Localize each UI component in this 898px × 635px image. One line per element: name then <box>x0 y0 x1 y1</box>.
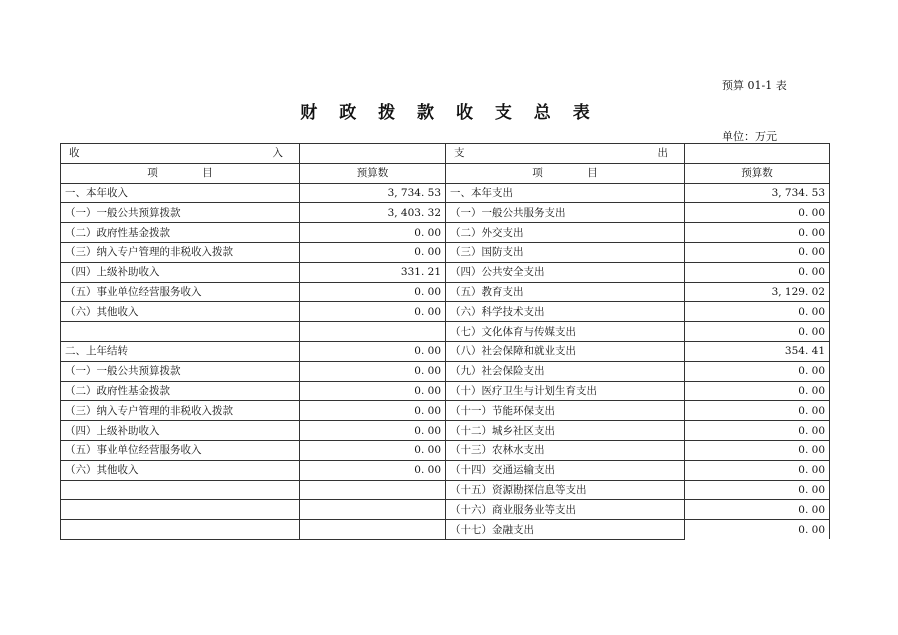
income-item-cell: （五）事业单位经营服务收入 <box>61 282 300 302</box>
expense-value-cell: 0. 00 <box>685 302 830 322</box>
expense-value-cell: 0. 00 <box>685 262 830 282</box>
expense-item-cell: （五）教育支出 <box>446 282 685 302</box>
income-item-header-b: 目 <box>202 167 213 180</box>
table-row <box>61 302 830 322</box>
expense-value-cell: 0. 00 <box>685 381 830 401</box>
expense-value-cell: 0. 00 <box>685 203 830 223</box>
income-value-cell: 0. 00 <box>300 460 446 480</box>
top-header-row <box>61 144 830 164</box>
table-row <box>61 421 830 441</box>
expense-item-cell: （八）社会保障和就业支出 <box>446 341 685 361</box>
income-item-cell: （六）其他收入 <box>61 460 300 480</box>
table-row <box>61 282 830 302</box>
table-row <box>61 440 830 460</box>
income-header <box>61 144 300 164</box>
expense-item-cell: （十一）节能环保支出 <box>446 401 685 421</box>
expense-item-cell: （十六）商业服务业等支出 <box>446 500 685 520</box>
income-value-cell: 0. 00 <box>300 440 446 460</box>
expense-budget-header: 预算数 <box>685 163 830 183</box>
income-item-cell: （一）一般公共预算拨款 <box>61 361 300 381</box>
expense-item-cell: （十三）农林水支出 <box>446 440 685 460</box>
expense-item-cell: （九）社会保险支出 <box>446 361 685 381</box>
income-item-header <box>61 163 300 183</box>
table-row <box>61 460 830 480</box>
income-value-cell: 0. 00 <box>300 341 446 361</box>
income-value-cell: 3, 403. 32 <box>300 203 446 223</box>
income-header-blank <box>300 144 446 164</box>
expense-value-cell: 354. 41 <box>685 341 830 361</box>
expense-value-cell: 3, 129. 02 <box>685 282 830 302</box>
table-row <box>61 480 830 500</box>
expense-header-blank <box>685 144 830 164</box>
income-item-cell <box>61 480 300 500</box>
budget-table <box>60 143 830 540</box>
expense-value-cell: 0. 00 <box>685 500 830 520</box>
table-row <box>61 203 830 223</box>
income-item-cell: （一）一般公共预算拨款 <box>61 203 300 223</box>
income-item-cell: （六）其他收入 <box>61 302 300 322</box>
expense-value-cell: 0. 00 <box>685 322 830 342</box>
income-value-cell: 0. 00 <box>300 421 446 441</box>
table-row <box>61 500 830 520</box>
income-value-cell <box>300 480 446 500</box>
expense-value-cell: 3, 734. 53 <box>685 183 830 203</box>
expense-value-cell: 0. 00 <box>685 460 830 480</box>
income-budget-header: 预算数 <box>300 163 446 183</box>
income-item-cell <box>61 322 300 342</box>
income-item-cell: （二）政府性基金拨款 <box>61 381 300 401</box>
income-item-cell: （五）事业单位经营服务收入 <box>61 440 300 460</box>
income-value-cell: 0. 00 <box>300 302 446 322</box>
expense-item-header <box>446 163 685 183</box>
income-value-cell <box>300 500 446 520</box>
form-number: 预算 01-1 表 <box>722 79 787 92</box>
expense-item-cell: 一、本年支出 <box>446 183 685 203</box>
table-row <box>61 381 830 401</box>
income-item-cell <box>61 520 300 540</box>
expense-item-cell: （十五）资源勘探信息等支出 <box>446 480 685 500</box>
table-row <box>61 341 830 361</box>
expense-item-cell: （十）医疗卫生与计划生育支出 <box>446 381 685 401</box>
expense-item-cell: （十二）城乡社区支出 <box>446 421 685 441</box>
income-item-cell: （三）纳入专户管理的非税收入拨款 <box>61 401 300 421</box>
income-value-cell: 0. 00 <box>300 223 446 243</box>
table-row <box>61 322 830 342</box>
income-item-cell <box>61 500 300 520</box>
table-row <box>61 262 830 282</box>
income-value-cell: 331. 21 <box>300 262 446 282</box>
expense-item-cell: （二）外交支出 <box>446 223 685 243</box>
column-header-row <box>61 163 830 183</box>
expense-header <box>446 144 685 164</box>
table-row <box>61 242 830 262</box>
expense-value-cell: 0. 00 <box>685 480 830 500</box>
income-item-cell: 一、本年收入 <box>61 183 300 203</box>
income-value-cell: 0. 00 <box>300 242 446 262</box>
income-item-cell: （二）政府性基金拨款 <box>61 223 300 243</box>
expense-value-cell: 0. 00 <box>685 440 830 460</box>
income-value-cell: 0. 00 <box>300 401 446 421</box>
table-row <box>61 401 830 421</box>
table-row <box>61 223 830 243</box>
expense-item-cell: （十七）金融支出 <box>446 520 685 540</box>
income-item-cell: 二、上年结转 <box>61 341 300 361</box>
expense-item-cell: （一）一般公共服务支出 <box>446 203 685 223</box>
expense-item-header-b: 目 <box>587 167 598 180</box>
table-row <box>61 361 830 381</box>
income-header-right: 入 <box>272 147 283 160</box>
expense-value-cell: 0. 00 <box>685 242 830 262</box>
income-item-cell: （三）纳入专户管理的非税收入拨款 <box>61 242 300 262</box>
income-value-cell: 0. 00 <box>300 361 446 381</box>
income-header-left: 收 <box>69 147 80 160</box>
income-item-cell: （四）上级补助收入 <box>61 262 300 282</box>
income-value-cell <box>300 520 446 540</box>
expense-item-cell: （十四）交通运输支出 <box>446 460 685 480</box>
expense-item-cell: （七）文化体育与传媒支出 <box>446 322 685 342</box>
expense-value-cell: 0. 00 <box>685 361 830 381</box>
expense-item-header-a: 项 <box>532 167 543 180</box>
unit-label: 单位：万元 <box>722 130 777 143</box>
income-item-header-a: 项 <box>147 167 158 180</box>
table-row <box>61 183 830 203</box>
table-row <box>61 520 830 540</box>
income-value-cell: 0. 00 <box>300 282 446 302</box>
expense-header-left: 支 <box>454 147 465 160</box>
expense-value-cell: 0. 00 <box>685 223 830 243</box>
income-value-cell <box>300 322 446 342</box>
expense-item-cell: （六）科学技术支出 <box>446 302 685 322</box>
expense-value-cell: 0. 00 <box>685 520 830 540</box>
expense-header-right: 出 <box>657 147 668 160</box>
income-value-cell: 3, 734. 53 <box>300 183 446 203</box>
expense-item-cell: （三）国防支出 <box>446 242 685 262</box>
income-value-cell: 0. 00 <box>300 381 446 401</box>
income-item-cell: （四）上级补助收入 <box>61 421 300 441</box>
expense-item-cell: （四）公共安全支出 <box>446 262 685 282</box>
expense-value-cell: 0. 00 <box>685 401 830 421</box>
expense-value-cell: 0. 00 <box>685 421 830 441</box>
page-title: 财 政 拨 款 收 支 总 表 <box>300 103 598 123</box>
